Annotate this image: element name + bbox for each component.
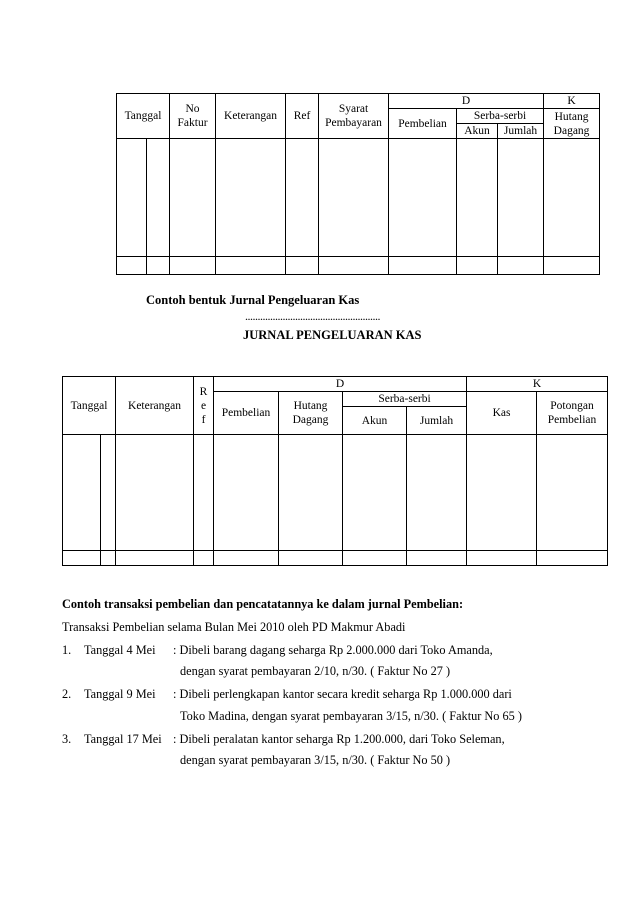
header-potongan-line2: Pembelian [547, 414, 597, 426]
journal-title: JURNAL PENGELUARAN KAS [243, 328, 422, 342]
table-body-row [117, 139, 600, 257]
header-hutang-dagang [279, 392, 343, 435]
dotted-line: ...................................................... [245, 309, 380, 323]
header-ref: Ref [286, 94, 319, 139]
header-no-faktur-line1: No [185, 103, 200, 115]
header-pembelian: Pembelian [389, 109, 457, 139]
transaction-item-3-date: Tanggal 17 Mei [84, 732, 162, 746]
header-hutang-line2: Dagang [292, 414, 329, 426]
header-no-faktur-line2: Faktur [177, 117, 208, 129]
header-ref-e: e [200, 399, 207, 412]
transaction-item-1-line2: dengan syarat pembayaran 2/10, n/30. ( Faktur No 27 ) [180, 664, 451, 678]
header-syarat-line1: Syarat [338, 103, 369, 115]
header-akun: Akun [343, 407, 407, 435]
transaction-item-2-line2: Toko Madina, dengan syarat pembayaran 3/15, n/30. ( Faktur No 65 ) [180, 709, 523, 723]
header-pembelian: Pembelian [214, 392, 279, 435]
purchase-journal-table [116, 93, 600, 275]
header-tanggal: Tanggal [117, 94, 170, 139]
transaction-item-2-line1: : Dibeli perlengkapan kantor secara kredit seharga Rp 1.000.000 dari [173, 687, 512, 701]
transaction-item-1-date: Tanggal 4 Mei [84, 643, 156, 657]
header-hutang-line2: Dagang [553, 124, 590, 137]
table-total-row [63, 551, 608, 566]
header-tanggal: Tanggal [63, 377, 116, 435]
header-hutang-dagang [544, 109, 600, 139]
transaction-item-3-line2: dengan syarat pembayaran 3/15, n/30. ( Faktur No 50 ) [180, 753, 451, 767]
header-potongan-pembelian [537, 392, 608, 435]
header-ref-f: f [201, 413, 206, 426]
transaction-item-2-date: Tanggal 9 Mei [84, 687, 156, 701]
transaction-item-2-number: 2. [62, 687, 72, 701]
header-debit: D [389, 94, 544, 109]
header-akun: Akun [457, 124, 498, 139]
header-potongan-line1: Potongan [550, 400, 594, 412]
header-debit: D [214, 377, 467, 392]
caption: Contoh bentuk Jurnal Pengeluaran Kas [146, 293, 360, 307]
cash-disbursement-journal-table [62, 376, 608, 566]
table-total-row [117, 257, 600, 275]
header-serba-serbi: Serba-serbi [457, 109, 544, 124]
transaction-item-3-line1: : Dibeli peralatan kantor seharga Rp 1.200.000, dari Toko Seleman, [173, 732, 505, 746]
header-kas: Kas [467, 392, 537, 435]
header-keterangan: Keterangan [116, 377, 194, 435]
transactions-intro: Transaksi Pembelian selama Bulan Mei 2010 oleh PD Makmur Abadi [62, 620, 406, 634]
header-ref-r: R [199, 385, 208, 398]
header-syarat-line2: Pembayaran [325, 117, 382, 129]
header-hutang-line1: Hutang [554, 110, 589, 123]
transactions-heading: Contoh transaksi pembelian dan pencatatannya ke dalam jurnal Pembelian: [62, 597, 464, 611]
table-body-row [63, 435, 608, 551]
header-jumlah: Jumlah [407, 407, 467, 435]
header-jumlah: Jumlah [498, 124, 544, 139]
header-syarat-pembayaran [319, 94, 389, 139]
header-kredit: K [544, 94, 600, 109]
header-keterangan: Keterangan [216, 94, 286, 139]
header-hutang-line1: Hutang [293, 400, 328, 412]
header-no-faktur [170, 94, 216, 139]
header-ref [194, 377, 214, 435]
transaction-item-1-number: 1. [62, 643, 72, 657]
transaction-item-3-number: 3. [62, 732, 72, 746]
transaction-item-1-line1: : Dibeli barang dagang seharga Rp 2.000.000 dari Toko Amanda, [173, 643, 493, 657]
header-kredit: K [467, 377, 608, 392]
header-serba-serbi: Serba-serbi [343, 392, 467, 407]
